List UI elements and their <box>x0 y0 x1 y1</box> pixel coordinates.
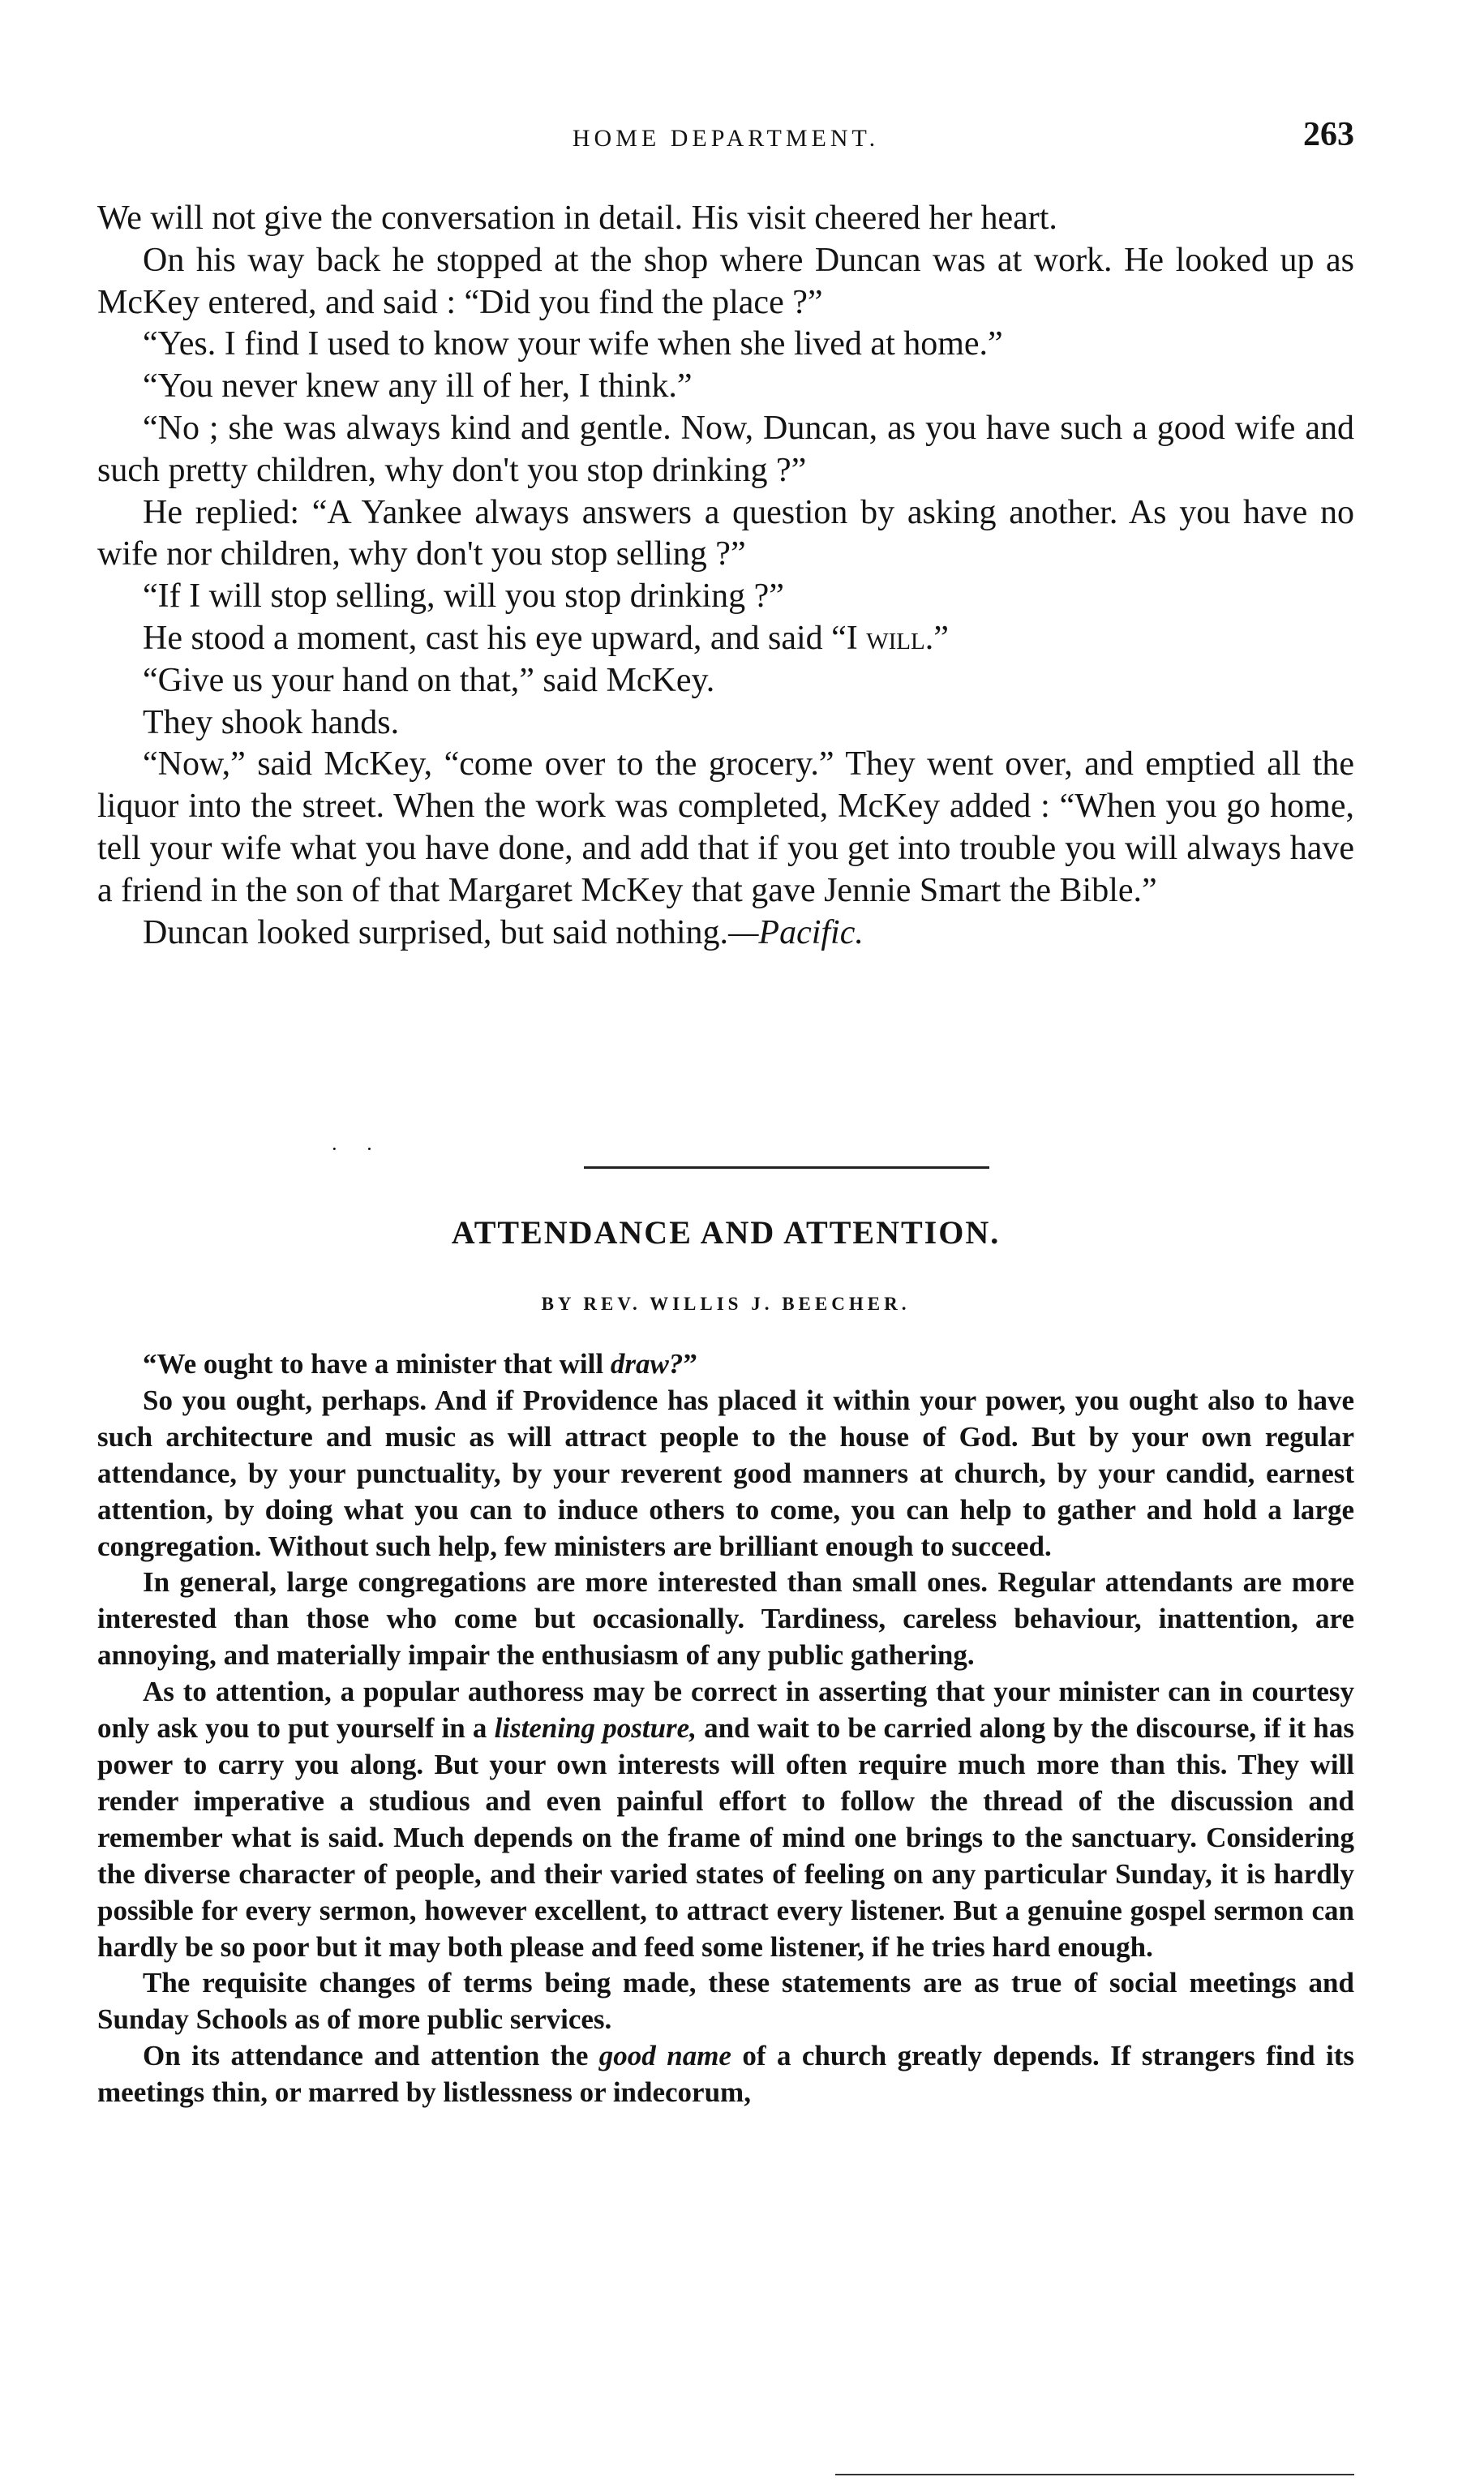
article-paragraph: So you ought, perhaps. And if Providence has placed it within your power, you ought also to have such architecture and music as will attract people to the house of God. But by your own regular attendance, by your punctuality, by your reverent good manners at church, by your candid, earnest attention, by doing what you can to induce others to come, you can help to gather and hold a large congregation. Without such help, few ministers are brilliant enough to succeed. <box>97 1384 1354 1562</box>
story-paragraph: “Now,” said McKey, “come over to the grocery.” They went over, and emptied all the liquor into the street. When the work was completed, McKey added : “When you go home, tell your wife what you have done, and add that if you get into trouble you will always have a friend in the son of that Margaret McKey that gave Jennie Smart the Bible.” <box>97 745 1354 909</box>
story-paragraph: “If I will stop selling, will you stop drinking ?” <box>143 577 784 616</box>
story-paragraph: “No ; she was always kind and gentle. Now, Duncan, as you have such a good wife and such pretty children, why don't you stop drinking ?” <box>97 409 1354 489</box>
story-paragraph <box>97 618 1354 660</box>
running-title: HOME DEPARTMENT. <box>572 125 880 152</box>
story-paragraph: On his way back he stopped at the shop where Duncan was at work. He looked up as McKey entered, and said : “Did you find the place ?” <box>97 241 1354 321</box>
article-text: ” <box>683 1348 697 1380</box>
article-byline: BY REV. WILLIS J. BEECHER. <box>541 1294 911 1314</box>
article-paragraph <box>97 2038 1354 2111</box>
closing-quote: ” <box>933 619 949 657</box>
story-paragraph: He replied: “A Yankee always answers a question by asking another. As you have no wife nor children, why don't you stop selling ?” <box>97 493 1354 573</box>
article-text: On its attendance and attention the <box>143 2040 599 2072</box>
running-head <box>97 114 1354 162</box>
story-paragraph: They shook hands. <box>143 703 400 741</box>
article-paragraph: The requisite changes of terms being made, these statements are as true of social meetings and Sunday Schools as of more public services. <box>97 1967 1354 2036</box>
article-text: and wait to be carried along by the discourse, if it has power to carry you along. But your own interests will often require much more than this. They will render imperative a studious and even painful effort to follow the thread of the discussion and remember what is said. Much depends on the frame of mind one brings to the sanctuary. Considering the diverse character of people, and their varied states of feeling on any particular Sunday, it is hardly possible for every sermon, however excellent, to attract every listener. But a genuine gospel sermon can hardly be so poor but it may both please and feed some listener, if he tries hard enough. <box>97 1712 1354 1963</box>
story-paragraph <box>97 912 1354 955</box>
article-text: “We ought to have a minister that will <box>143 1348 611 1380</box>
article-body <box>97 1346 1354 2111</box>
decorative-dots: · · <box>331 1137 384 1161</box>
article-emphasis: good name <box>598 2040 731 2072</box>
article-text: of a church greatly depends. If strangers find its meetings thin, or marred by listlessness or indecorum, <box>97 2040 1354 2109</box>
article-emphasis: listening posture, <box>494 1712 697 1745</box>
page-number: 263 <box>1303 116 1354 153</box>
story-paragraph: We will not give the conversation in detail. His visit cheered her heart. <box>97 200 1057 237</box>
story-continuation <box>97 198 1354 954</box>
emphasis-will: will. <box>866 619 934 657</box>
source-signature: —Pacific. <box>728 913 864 951</box>
section-divider <box>584 1166 989 1169</box>
article-title: ATTENDANCE AND ATTENTION. <box>451 1214 1001 1251</box>
article-text: As to attention, a popular authoress may be correct in asserting that your minister can in courtesy only ask you to put yourself in a <box>97 1676 1354 1745</box>
article-paragraph <box>97 1674 1354 1965</box>
story-text: Duncan looked surprised, but said nothing. <box>143 913 729 951</box>
article-paragraph <box>97 1346 1354 1383</box>
story-paragraph: “You never knew any ill of her, I think.” <box>143 367 693 406</box>
story-paragraph: “Give us your hand on that,” said McKey. <box>143 661 715 699</box>
story-text: He stood a moment, cast his eye upward, and said “I <box>143 619 858 657</box>
article-paragraph: In general, large congregations are more interested than small ones. Regular attendants are more interested than those who come but occasionally. Tardiness, careless behaviour, inattention, are annoying, and materially impair the enthusiasm of any public gathering. <box>97 1566 1354 1672</box>
footer-rule <box>835 2474 1354 2475</box>
article-emphasis: draw? <box>610 1348 684 1380</box>
story-paragraph: “Yes. I find I used to know your wife when she lived at home.” <box>143 325 1003 363</box>
